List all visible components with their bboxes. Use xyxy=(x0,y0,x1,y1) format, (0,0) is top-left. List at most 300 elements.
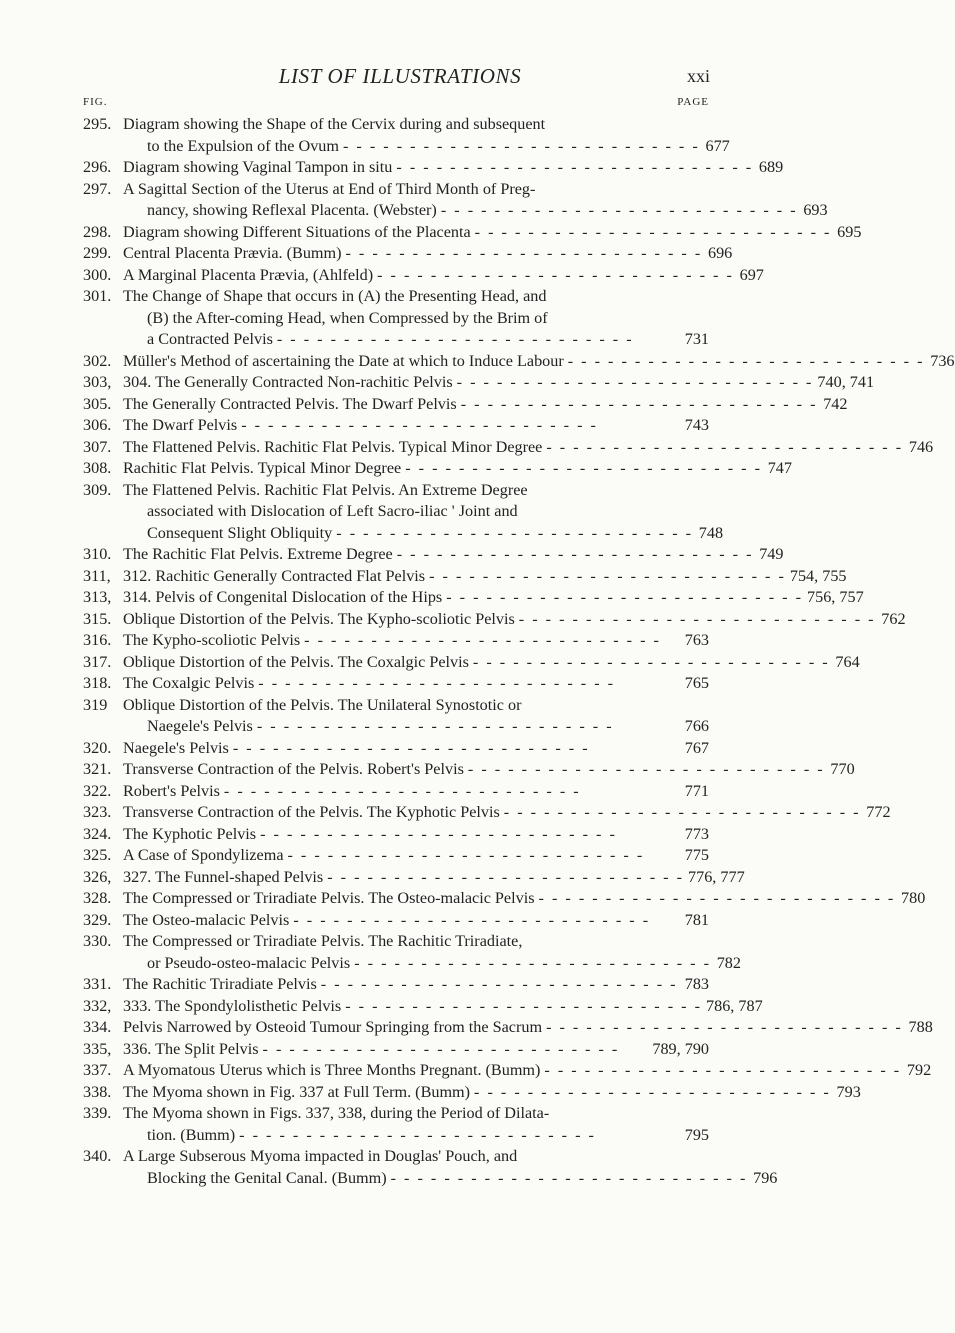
caption-text: 336. The Split Pelvis xyxy=(123,1039,259,1058)
page-reference: 792 xyxy=(906,1061,932,1079)
dot-leader: - - - - - - - - - - - - - - - - - - - - - - - - - - - xyxy=(327,867,684,886)
figure-number: 310. xyxy=(83,545,112,563)
figure-number: 298. xyxy=(83,222,112,241)
figure-number: 324. xyxy=(83,824,112,843)
entry-body xyxy=(123,1082,861,1104)
list-entry xyxy=(83,673,709,695)
figure-number: 322. xyxy=(83,781,112,800)
list-entry xyxy=(83,1060,932,1082)
figure-number: 330. xyxy=(83,932,112,950)
dot-leader: - - - - - - - - - - - - - - - - - - - - - - - - - - - xyxy=(405,459,762,477)
figure-number: 323. xyxy=(83,803,112,821)
entry-body xyxy=(123,566,847,588)
figure-number: 302. xyxy=(83,351,112,370)
caption-text: The Myoma shown in Figs. 337, 338, during the Period of Dilata- xyxy=(123,1104,550,1122)
entry-line xyxy=(123,802,891,824)
caption-text: The Rachitic Flat Pelvis. Extreme Degree xyxy=(123,545,393,563)
figure-number: 328. xyxy=(83,889,112,907)
dot-leader: - - - - - - - - - - - - - - - - - - - - - - - - - - - xyxy=(354,953,711,972)
page-reference: 770 xyxy=(830,760,855,778)
page-reference: 772 xyxy=(866,803,891,821)
caption-text: The Kyphotic Pelvis xyxy=(123,824,257,843)
list-entry xyxy=(83,437,934,459)
figure-number: 334. xyxy=(83,1018,112,1036)
list-entry xyxy=(83,609,906,631)
dot-leader: - - - - - - - - - - - - - - - - - - - - - - - - - - - xyxy=(446,588,803,606)
list-entry xyxy=(83,157,784,179)
figure-number: 332, xyxy=(83,996,112,1015)
entry-body xyxy=(123,845,709,867)
list-entry xyxy=(83,544,784,566)
entry-body xyxy=(123,802,891,824)
caption-text: A Case of Spondylizema xyxy=(123,846,284,864)
entry-line xyxy=(123,652,860,674)
list-entry xyxy=(83,1017,933,1039)
caption-text: Transverse Contraction of the Pelvis. The Kyphotic Pelvis xyxy=(123,803,500,821)
entry-body xyxy=(123,630,709,652)
caption-text: The Kypho-scoliotic Pelvis xyxy=(123,631,301,649)
figure-number: 313, xyxy=(83,588,112,606)
figure-number: 311, xyxy=(83,566,111,585)
dot-leader: - - - - - - - - - - - - - - - - - - - - - - - - - - - xyxy=(336,523,694,542)
dot-leader: - - - - - - - - - - - - - - - - - - - - - - - - - - - xyxy=(474,1082,831,1101)
page-reference: 773 xyxy=(684,824,709,843)
page-reference: 775 xyxy=(684,846,709,864)
dot-leader: - - - - - - - - - - - - - - - - - - - - - - - - - - - xyxy=(474,222,832,241)
list-entry xyxy=(83,415,709,437)
entry-body xyxy=(123,265,764,287)
caption-text: to the Expulsion of the Ovum xyxy=(147,136,339,155)
caption-text: nancy, showing Reflexal Placenta. (Webster) xyxy=(147,201,437,219)
caption-text: (B) the After-coming Head, when Compressed by the Brim of xyxy=(147,308,548,327)
entry-line xyxy=(123,1146,709,1168)
page-reference: 696 xyxy=(707,244,733,262)
list-entry xyxy=(83,1103,709,1146)
dot-leader: - - - - - - - - - - - - - - - - - - - - - - - - - - - xyxy=(241,416,598,434)
list-entry xyxy=(83,1039,709,1061)
entry-body xyxy=(123,157,784,179)
list-entry xyxy=(83,845,709,867)
list-entry xyxy=(83,1082,861,1104)
list-entry xyxy=(83,114,730,157)
entry-body xyxy=(123,437,934,459)
page-reference: 695 xyxy=(837,222,862,241)
figure-number: 300. xyxy=(83,265,112,284)
caption-text: Oblique Distortion of the Pelvis. The Unilateral Synostotic or xyxy=(123,695,522,714)
entry-body xyxy=(123,824,709,846)
page-reference: 763 xyxy=(684,631,709,649)
entry-line xyxy=(123,243,733,265)
entry-line xyxy=(123,609,906,631)
dot-leader: - - - - - - - - - - - - - - - - - - - - - - - - - - - xyxy=(342,136,700,155)
illustrations-list xyxy=(83,114,955,1189)
figure-number: 305. xyxy=(83,394,112,413)
caption-text: Blocking the Genital Canal. (Bumm) xyxy=(147,1168,387,1187)
dot-leader: - - - - - - - - - - - - - - - - - - - - - - - - - - - xyxy=(544,1061,902,1079)
list-entry xyxy=(83,802,891,824)
figure-number: 297. xyxy=(83,179,112,198)
entry-body xyxy=(123,888,926,910)
page-reference: 764 xyxy=(835,652,860,671)
dot-leader: - - - - - - - - - - - - - - - - - - - - - - - - - - - xyxy=(472,652,830,671)
entry-line xyxy=(123,1125,709,1147)
entry-line xyxy=(123,673,709,695)
page-reference: 781 xyxy=(684,910,709,929)
list-entry xyxy=(83,587,864,609)
dot-leader: - - - - - - - - - - - - - - - - - - - - - - - - - - - xyxy=(456,373,814,391)
dot-leader: - - - - - - - - - - - - - - - - - - - - - - - - - - - xyxy=(518,609,876,628)
caption-text: The Flattened Pelvis. Rachitic Flat Pelvis. Typical Minor Degree xyxy=(123,437,543,456)
page-reference: 766 xyxy=(684,717,709,735)
entry-body xyxy=(123,695,709,738)
caption-text: Central Placenta Prævia. (Bumm) xyxy=(123,244,342,262)
entry-body xyxy=(123,759,855,781)
page-reference: 697 xyxy=(739,265,764,284)
entry-line xyxy=(123,867,745,889)
figure-number: 307. xyxy=(83,437,112,456)
page-reference: 795 xyxy=(684,1125,709,1144)
entry-body xyxy=(123,286,709,351)
entry-body xyxy=(123,1146,778,1189)
page-reference: 780 xyxy=(901,889,926,907)
entry-line xyxy=(123,1168,778,1190)
page-reference: 796 xyxy=(753,1168,778,1187)
entry-line xyxy=(123,1103,709,1125)
caption-text: The Flattened Pelvis. Rachitic Flat Pelvis. An Extreme Degree xyxy=(123,480,528,499)
list-entry xyxy=(83,179,828,222)
page-reference: 742 xyxy=(823,394,848,413)
dot-leader: - - - - - - - - - - - - - - - - - - - - - - - - - - - xyxy=(460,394,818,413)
figure-number: 315. xyxy=(83,609,112,628)
dot-leader: - - - - - - - - - - - - - - - - - - - - - - - - - - - xyxy=(390,1168,748,1187)
page-reference: 776, 777 xyxy=(688,867,745,886)
dot-leader: - - - - - - - - - - - - - - - - - - - - - - - - - - - xyxy=(223,781,581,800)
entry-line xyxy=(123,222,862,244)
page-reference: 756, 757 xyxy=(807,588,864,606)
caption-text: The Myoma shown in Fig. 337 at Full Term. (Bumm) xyxy=(123,1082,471,1101)
dot-leader: - - - - - - - - - - - - - - - - - - - - - - - - - - - xyxy=(232,738,590,757)
entry-body xyxy=(123,652,860,674)
entry-line xyxy=(123,458,792,480)
page-reference: 746 xyxy=(908,437,934,456)
caption-text: 333. The Spondylolisthetic Pelvis xyxy=(123,996,342,1015)
page-reference: 771 xyxy=(684,781,709,800)
entry-body xyxy=(123,222,862,244)
list-entry xyxy=(83,458,792,480)
entry-body xyxy=(123,910,709,932)
list-entry xyxy=(83,480,724,545)
dot-leader: - - - - - - - - - - - - - - - - - - - - - - - - - - - xyxy=(256,717,614,735)
caption-text: Oblique Distortion of the Pelvis. The Coxalgic Pelvis xyxy=(123,652,469,671)
dot-leader: - - - - - - - - - - - - - - - - - - - - - - - - - - - xyxy=(440,201,798,219)
caption-text: Müller's Method of ascertaining the Date at which to Induce Labour xyxy=(123,351,564,370)
list-entry xyxy=(83,867,745,889)
page-number: xxi xyxy=(686,66,710,86)
caption-text: The Compressed or Triradiate Pelvis. The Rachitic Triradiate, xyxy=(123,932,523,950)
figure-number: 296. xyxy=(83,158,112,176)
entry-line xyxy=(123,845,709,867)
entry-body xyxy=(123,609,906,631)
figure-number: 339. xyxy=(83,1104,112,1122)
page-reference: 693 xyxy=(803,201,828,219)
list-entry xyxy=(83,566,847,588)
dot-leader: - - - - - - - - - - - - - - - - - - - - - - - - - - - xyxy=(546,437,904,456)
figure-number: 331. xyxy=(83,975,112,993)
entry-body xyxy=(123,867,745,889)
entry-line xyxy=(123,200,828,222)
figure-number: 319 xyxy=(83,695,108,714)
page-reference: 765 xyxy=(684,674,709,692)
caption-text: Robert's Pelvis xyxy=(123,781,220,800)
list-entry xyxy=(83,394,848,416)
entry-line xyxy=(123,1060,932,1082)
dot-leader: - - - - - - - - - - - - - - - - - - - - - - - - - - - xyxy=(345,244,703,262)
entry-body xyxy=(123,179,828,222)
dot-leader: - - - - - - - - - - - - - - - - - - - - - - - - - - - xyxy=(396,545,754,563)
entry-body xyxy=(123,114,730,157)
caption-text: Rachitic Flat Pelvis. Typical Minor Degree xyxy=(123,459,402,477)
entry-body xyxy=(123,587,864,609)
figure-number: 321. xyxy=(83,760,112,778)
figure-number: 340. xyxy=(83,1147,112,1165)
caption-text: associated with Dislocation of Left Sacro-iliac ' Joint and xyxy=(147,502,518,520)
figure-number: 337. xyxy=(83,1061,112,1079)
entry-line xyxy=(123,372,875,394)
entry-body xyxy=(123,372,875,394)
entry-line xyxy=(123,630,709,652)
list-entry xyxy=(83,738,709,760)
figure-number: 326, xyxy=(83,867,112,886)
figure-number: 338. xyxy=(83,1082,112,1101)
figure-number: 295. xyxy=(83,115,112,133)
page-reference: 740, 741 xyxy=(817,373,875,391)
caption-text: 312. Rachitic Generally Contracted Flat Pelvis xyxy=(123,566,426,585)
page-column-label: PAGE xyxy=(677,96,709,108)
entry-body xyxy=(123,996,763,1018)
entry-line xyxy=(123,781,709,803)
entry-body xyxy=(123,1039,709,1061)
caption-text: Pelvis Narrowed by Osteoid Tumour Springing from the Sacrum xyxy=(123,1018,543,1036)
list-entry xyxy=(83,759,855,781)
entry-body xyxy=(123,1017,933,1039)
dot-leader: - - - - - - - - - - - - - - - - - - - - - - - - - - - xyxy=(538,889,896,907)
entry-line xyxy=(123,351,955,373)
entry-line xyxy=(123,931,709,953)
caption-text: a Contracted Pelvis xyxy=(147,330,273,348)
dot-leader: - - - - - - - - - - - - - - - - - - - - - - - - - - - xyxy=(258,674,616,692)
page-reference: 783 xyxy=(684,975,709,993)
caption-text: The Rachitic Triradiate Pelvis xyxy=(123,975,317,993)
entry-line xyxy=(123,910,709,932)
entry-body xyxy=(123,738,709,760)
page-reference: 736 xyxy=(930,351,955,370)
entry-line xyxy=(123,974,709,996)
caption-text: The Compressed or Triradiate Pelvis. The Osteo-malacic Pelvis xyxy=(123,889,535,907)
entry-body xyxy=(123,458,792,480)
page-reference: 793 xyxy=(836,1082,861,1101)
caption-text: tion. (Bumm) xyxy=(147,1125,236,1144)
dot-leader: - - - - - - - - - - - - - - - - - - - - - - - - - - - xyxy=(345,996,702,1015)
page-reference: 748 xyxy=(698,523,724,542)
caption-text: Naegele's Pelvis xyxy=(123,738,229,757)
figure-number: 335, xyxy=(83,1039,112,1058)
entry-line xyxy=(123,265,764,287)
figure-number: 308. xyxy=(83,459,112,477)
entry-line xyxy=(123,996,763,1018)
entry-line xyxy=(123,953,741,975)
list-entry xyxy=(83,1146,778,1189)
list-entry xyxy=(83,824,709,846)
figure-number: 301. xyxy=(83,287,112,305)
figure-number: 317. xyxy=(83,652,112,671)
figure-number: 299. xyxy=(83,244,112,262)
entry-line xyxy=(123,286,709,308)
entry-body xyxy=(123,394,848,416)
entry-line xyxy=(123,824,709,846)
caption-text: The Dwarf Pelvis xyxy=(123,416,238,434)
dot-leader: - - - - - - - - - - - - - - - - - - - - - - - - - - - xyxy=(567,351,925,370)
dot-leader: - - - - - - - - - - - - - - - - - - - - - - - - - - - xyxy=(239,1125,596,1144)
list-entry xyxy=(83,265,764,287)
entry-line xyxy=(123,1017,933,1039)
caption-text: Diagram showing the Shape of the Cervix during and subsequent xyxy=(123,115,546,133)
entry-line xyxy=(123,888,926,910)
list-entry xyxy=(83,996,763,1018)
figure-number: 303, xyxy=(83,373,112,391)
page-reference: 786, 787 xyxy=(706,996,763,1015)
figure-number: 318. xyxy=(83,674,112,692)
figure-number: 309. xyxy=(83,480,112,499)
entry-body xyxy=(123,1060,932,1082)
dot-leader: - - - - - - - - - - - - - - - - - - - - - - - - - - - xyxy=(503,803,861,821)
entry-line xyxy=(123,566,847,588)
dot-leader: - - - - - - - - - - - - - - - - - - - - - - - - - - - xyxy=(260,824,617,843)
page-reference: 689 xyxy=(758,158,784,176)
dot-leader: - - - - - - - - - - - - - - - - - - - - - - - - - - - xyxy=(546,1018,903,1036)
caption-text: 314. Pelvis of Congenital Dislocation of the Hips xyxy=(123,588,443,606)
entry-line xyxy=(123,308,709,330)
page-reference: 747 xyxy=(767,459,792,477)
entry-line xyxy=(123,114,709,136)
list-entry xyxy=(83,286,709,351)
figure-number: 329. xyxy=(83,910,112,929)
dot-leader: - - - - - - - - - - - - - - - - - - - - - - - - - - - xyxy=(429,566,786,585)
entry-line xyxy=(123,501,709,523)
entry-line xyxy=(123,415,709,437)
list-entry xyxy=(83,652,860,674)
dot-leader: - - - - - - - - - - - - - - - - - - - - - - - - - - - xyxy=(377,265,734,284)
entry-line xyxy=(123,695,709,717)
page-reference: 782 xyxy=(716,953,741,972)
caption-text: 327. The Funnel-shaped Pelvis xyxy=(123,867,324,886)
list-entry xyxy=(83,372,875,394)
list-entry xyxy=(83,888,926,910)
entry-line xyxy=(123,179,709,201)
caption-text: Diagram showing Different Situations of the Placenta xyxy=(123,222,471,241)
caption-text: The Osteo-malacic Pelvis xyxy=(123,910,290,929)
entry-body xyxy=(123,480,724,545)
caption-text: Transverse Contraction of the Pelvis. Robert's Pelvis xyxy=(123,760,464,778)
page-reference: 743 xyxy=(684,416,709,434)
page-reference: 731 xyxy=(684,330,709,348)
page-reference: 749 xyxy=(759,545,784,563)
entry-body xyxy=(123,974,709,996)
entry-body xyxy=(123,673,709,695)
dot-leader: - - - - - - - - - - - - - - - - - - - - - - - - - - - xyxy=(467,760,825,778)
entry-line xyxy=(123,1039,709,1061)
figure-number: 306. xyxy=(83,416,112,434)
caption-text: Oblique Distortion of the Pelvis. The Kypho-scoliotic Pelvis xyxy=(123,609,515,628)
caption-text: The Change of Shape that occurs in (A) the Presenting Head, and xyxy=(123,287,547,305)
dot-leader: - - - - - - - - - - - - - - - - - - - - - - - - - - - xyxy=(276,330,634,348)
list-entry xyxy=(83,243,733,265)
dot-leader: - - - - - - - - - - - - - - - - - - - - - - - - - - - xyxy=(396,158,754,176)
entry-line xyxy=(123,587,864,609)
dot-leader: - - - - - - - - - - - - - - - - - - - - - - - - - - - xyxy=(320,975,678,993)
entry-body xyxy=(123,544,784,566)
page-reference: 788 xyxy=(908,1018,933,1036)
list-entry xyxy=(83,781,709,803)
list-entry xyxy=(83,695,709,738)
entry-body xyxy=(123,931,741,974)
fig-column-label: FIG. xyxy=(83,96,108,108)
list-entry xyxy=(83,351,955,373)
figure-number: 320. xyxy=(83,738,112,757)
caption-text: Consequent Slight Obliquity xyxy=(147,523,333,542)
page-reference: 762 xyxy=(881,609,906,628)
entry-line xyxy=(123,480,709,502)
list-entry xyxy=(83,931,741,974)
list-entry xyxy=(83,974,709,996)
caption-text: The Coxalgic Pelvis xyxy=(123,674,255,692)
entry-body xyxy=(123,1103,709,1146)
caption-text: A Marginal Placenta Prævia, (Ahlfeld) xyxy=(123,265,374,284)
entry-line xyxy=(123,544,784,566)
list-entry xyxy=(83,910,709,932)
entry-line xyxy=(123,716,709,738)
page-reference: 789, 790 xyxy=(652,1039,709,1058)
entry-line xyxy=(123,157,784,179)
caption-text: or Pseudo-osteo-malacic Pelvis xyxy=(147,953,351,972)
page-reference: 754, 755 xyxy=(789,566,847,585)
page-reference: 677 xyxy=(705,136,730,155)
page-reference: 767 xyxy=(684,738,709,757)
entry-body xyxy=(123,781,709,803)
caption-text: The Generally Contracted Pelvis. The Dwarf Pelvis xyxy=(123,394,457,413)
figure-number: 325. xyxy=(83,846,112,864)
entry-line xyxy=(123,437,934,459)
caption-text: A Myomatous Uterus which is Three Months Pregnant. (Bumm) xyxy=(123,1061,541,1079)
entry-body xyxy=(123,351,955,373)
figure-number: 316. xyxy=(83,631,112,649)
entry-line xyxy=(123,759,855,781)
dot-leader: - - - - - - - - - - - - - - - - - - - - - - - - - - - xyxy=(287,846,645,864)
entry-line xyxy=(123,1082,861,1104)
caption-text: A Large Subserous Myoma impacted in Douglas' Pouch, and xyxy=(123,1147,518,1165)
caption-text: Naegele's Pelvis xyxy=(147,717,253,735)
dot-leader: - - - - - - - - - - - - - - - - - - - - - - - - - - - xyxy=(293,910,651,929)
entry-body xyxy=(123,243,733,265)
list-entry xyxy=(83,222,862,244)
caption-text: A Sagittal Section of the Uterus at End of Third Month of Preg- xyxy=(123,179,536,198)
dot-leader: - - - - - - - - - - - - - - - - - - - - - - - - - - - xyxy=(262,1039,620,1058)
list-entry xyxy=(83,630,709,652)
entry-body xyxy=(123,415,709,437)
entry-line xyxy=(123,738,709,760)
entry-line xyxy=(123,136,730,158)
entry-line xyxy=(123,329,709,351)
entry-line xyxy=(123,523,724,545)
